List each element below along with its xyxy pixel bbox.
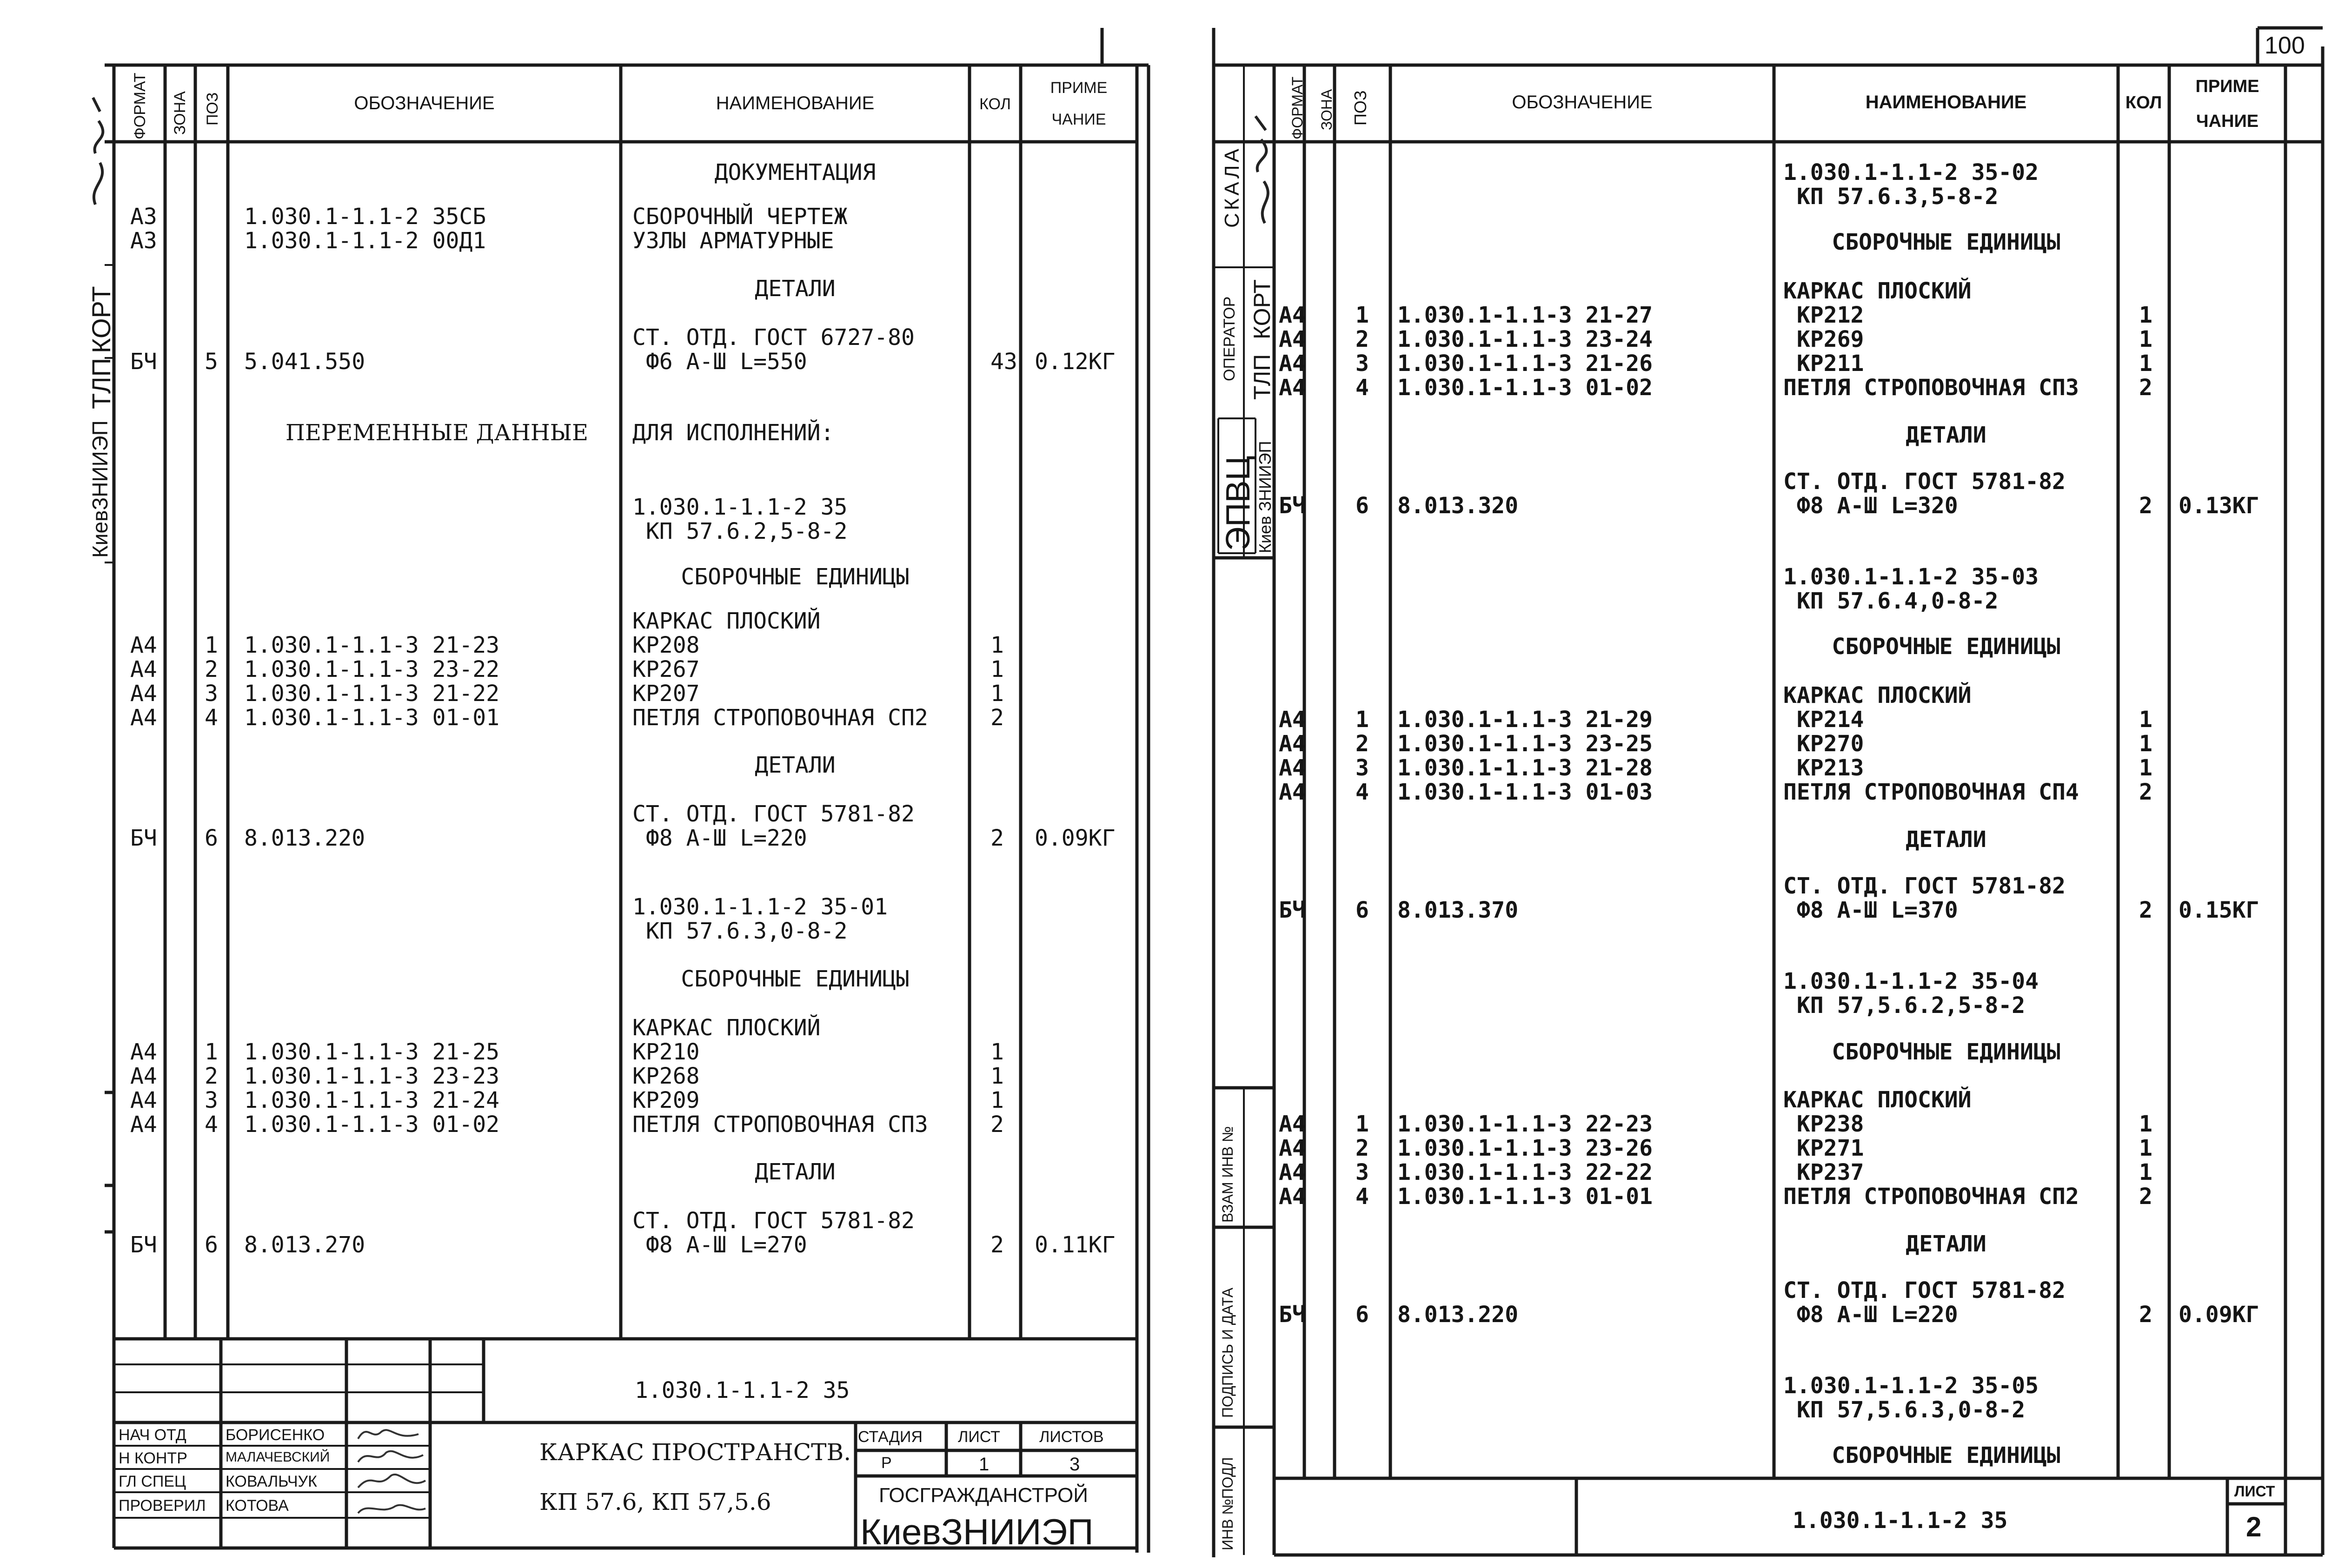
spec-name: КР208 <box>632 632 700 658</box>
header-designation: ОБОЗНАЧЕНИЕ <box>1512 92 1653 112</box>
spec-name: 1.030.1-1.1-2 35-01 <box>632 894 888 920</box>
spec-pos: 6 <box>205 1232 218 1258</box>
spec-fmt: А4 <box>1279 375 1306 401</box>
spec-pos: 2 <box>1355 731 1369 757</box>
spec-fmt: А4 <box>1279 1184 1306 1210</box>
margin-kort: КОРТ <box>86 286 116 353</box>
spec-name: Ф8 А-Ш L=220 <box>1783 1302 1958 1328</box>
spec-name: СБОРОЧНЫЕ ЕДИНИЦЫ <box>1832 1442 2060 1469</box>
spec-name: СБОРОЧНЫЕ ЕДИНИЦЫ <box>1832 229 2060 255</box>
person-2: МАЛАЧЕВСКИЙ <box>226 1449 330 1465</box>
spec-des: 1.030.1-1.1-3 23-22 <box>244 656 500 682</box>
sheets-value: 3 <box>1070 1454 1080 1475</box>
spec-fmt: А4 <box>130 632 157 658</box>
spec-des: 8.013.370 <box>1397 897 1519 923</box>
spec-pos: 1 <box>1355 1111 1369 1137</box>
spec-des: 1.030.1-1.1-3 22-22 <box>1397 1159 1653 1185</box>
spec-pos: 2 <box>1355 1135 1369 1161</box>
header-note-1: ПРИМЕ <box>1050 79 1108 97</box>
spec-qty: 2 <box>2139 375 2152 401</box>
title-line-1: КАРКАС ПРОСТРАНСТВ. <box>539 1439 851 1466</box>
spec-qty: 2 <box>2139 897 2152 923</box>
spec-name: 1.030.1-1.1-2 35-03 <box>1783 564 2039 590</box>
margin-tlp: ТЛП <box>1249 354 1275 400</box>
spec-qty: 2 <box>2139 493 2152 519</box>
spec-fmt: БЧ <box>1279 897 1306 923</box>
margin-podpis: ПОДПИСЬ И ДАТА <box>1219 1287 1236 1418</box>
spec-name: СБОРОЧНЫЕ ЕДИНИЦЫ <box>1832 634 2060 660</box>
spec-fmt: А4 <box>130 1111 157 1138</box>
spec-name: ДОКУМЕНТАЦИЯ <box>714 159 876 185</box>
org-line-1: ГОСГРАЖДАНСТРОЙ <box>879 1484 1088 1507</box>
spec-name: СБОРОЧНЫЕ ЕДИНИЦЫ <box>681 966 910 992</box>
spec-name: СБОРОЧНЫЕ ЕДИНИЦЫ <box>681 564 910 590</box>
spec-qty: 1 <box>2139 731 2152 757</box>
spec-name: КР269 <box>1783 326 1864 352</box>
role-proveril: ПРОВЕРИЛ <box>119 1497 206 1515</box>
spec-des: 1.030.1-1.1-3 21-24 <box>244 1087 500 1113</box>
spec-fmt: А4 <box>130 705 157 731</box>
spec-name: ДЛЯ ИСПОЛНЕНИЙ: <box>632 420 834 446</box>
spec-name: КР209 <box>632 1087 700 1113</box>
spec-pos: 6 <box>1355 493 1369 519</box>
spec-name: КР271 <box>1783 1135 1864 1161</box>
margin-operator: ОПЕРАТОР <box>1221 296 1238 381</box>
spec-des: 1.030.1-1.1-3 22-23 <box>1397 1111 1653 1137</box>
spec-qty: 1 <box>2139 326 2152 352</box>
spec-des: 1.030.1-1.1-3 21-22 <box>244 681 500 707</box>
spec-des: 1.030.1-1.1-3 23-24 <box>1397 326 1653 352</box>
spec-pos: 3 <box>205 1087 218 1113</box>
spec-note: 0.13КГ <box>2179 493 2259 519</box>
spec-fmt: А4 <box>1279 302 1306 328</box>
spec-fmt: БЧ <box>130 349 157 375</box>
right-doc-code: 1.030.1-1.1-2 35 <box>1793 1508 2008 1534</box>
spec-name: СТ. ОТД. ГОСТ 5781-82 <box>1783 873 2066 899</box>
spec-fmt: БЧ <box>130 1232 157 1258</box>
spec-name: КР238 <box>1783 1111 1864 1137</box>
spec-fmt: А4 <box>1279 755 1306 781</box>
spec-name: УЗЛЫ АРМАТУРНЫЕ <box>632 228 834 254</box>
spec-name: КР270 <box>1783 731 1864 757</box>
stage-value: Р <box>881 1454 892 1472</box>
spec-fmt: А4 <box>1279 1159 1306 1185</box>
spec-name: СБОРОЧНЫЙ ЧЕРТЕЖ <box>632 204 848 230</box>
spec-fmt: А4 <box>1279 1111 1306 1137</box>
spec-qty: 1 <box>990 1087 1004 1113</box>
spec-fmt: А4 <box>1279 731 1306 757</box>
margin-scale: СКАЛА <box>1221 146 1243 228</box>
spec-note: 0.09КГ <box>2179 1302 2259 1328</box>
spec-fmt: А3 <box>130 204 157 230</box>
spec-name: КР268 <box>632 1063 700 1089</box>
spec-name: КАРКАС ПЛОСКИЙ <box>1783 1087 1972 1113</box>
sheet-label: ЛИСТ <box>958 1428 1000 1446</box>
spec-fmt: А4 <box>1279 1135 1306 1161</box>
spec-pos: 3 <box>205 681 218 707</box>
margin-vzam-inv: ВЗАМ ИНВ № <box>1219 1126 1236 1223</box>
spec-pos: 1 <box>205 632 218 658</box>
spec-name: 1.030.1-1.1-2 35 <box>632 494 848 520</box>
spec-name: КП 57.6.2,5-8-2 <box>632 518 848 544</box>
header-qty: КОЛ <box>979 95 1011 113</box>
role-gl-spec: ГЛ СПЕЦ <box>119 1473 186 1490</box>
spec-pos: 2 <box>205 656 218 682</box>
spec-pos: 3 <box>1355 755 1369 781</box>
spec-note: 0.12КГ <box>1035 349 1116 375</box>
spec-name: 1.030.1-1.1-2 35-02 <box>1783 159 2039 185</box>
spec-pos: 2 <box>1355 326 1369 352</box>
margin-epvc: ЭПВЦ <box>1220 456 1257 551</box>
margin-inv-podl: ИНВ №ПОДЛ <box>1219 1457 1236 1550</box>
spec-name: ПЕТЛЯ СТРОПОВОЧНАЯ СП2 <box>632 705 928 731</box>
spec-des: 1.030.1-1.1-3 21-26 <box>1397 351 1653 377</box>
spec-name: КП 57.6.4,0-8-2 <box>1783 588 1999 614</box>
spec-name: КР211 <box>1783 351 1864 377</box>
spec-name: КР214 <box>1783 707 1864 733</box>
spec-name: СТ. ОТД. ГОСТ 5781-82 <box>1783 1277 2066 1303</box>
spec-pos: 4 <box>205 705 218 731</box>
spec-name: ДЕТАЛИ <box>755 752 836 778</box>
spec-des: 1.030.1-1.1-3 23-26 <box>1397 1135 1653 1161</box>
header-designation: ОБОЗНАЧЕНИЕ <box>354 93 495 113</box>
spec-name: КАРКАС ПЛОСКИЙ <box>1783 682 1972 708</box>
spec-name: КР213 <box>1783 755 1864 781</box>
spec-name: КАРКАС ПЛОСКИЙ <box>632 608 821 634</box>
spec-name: 1.030.1-1.1-2 35-04 <box>1783 968 2039 994</box>
spec-qty: 1 <box>2139 707 2152 733</box>
spec-pos: 3 <box>1355 351 1369 377</box>
spec-name: КАРКАС ПЛОСКИЙ <box>632 1015 821 1041</box>
spec-qty: 2 <box>990 705 1004 731</box>
spec-fmt: БЧ <box>130 825 157 851</box>
spec-qty: 2 <box>990 1232 1004 1258</box>
stage-label: СТАДИЯ <box>858 1428 923 1446</box>
right-sheet-number: 2 <box>2246 1511 2262 1542</box>
spec-pos: 4 <box>1355 375 1369 401</box>
spec-fmt: А4 <box>1279 351 1306 377</box>
spec-fmt: А4 <box>130 1039 157 1065</box>
spec-pos: 1 <box>205 1039 218 1065</box>
spec-name: ДЕТАЛИ <box>1906 422 1986 448</box>
spec-name: СТ. ОТД. ГОСТ 5781-82 <box>1783 469 2066 495</box>
spec-des: 8.013.220 <box>1397 1302 1519 1328</box>
spec-pos: 2 <box>205 1063 218 1089</box>
spec-des: 1.030.1-1.1-3 21-23 <box>244 632 500 658</box>
person-4: КОТОВА <box>226 1497 289 1515</box>
title-line-2: КП 57.6, КП 57,5.6 <box>539 1489 771 1515</box>
spec-name: КР210 <box>632 1039 700 1065</box>
spec-des: 1.030.1-1.1-2 00Д1 <box>244 228 486 254</box>
spec-fmt: А4 <box>130 1087 157 1113</box>
spec-qty: 1 <box>2139 351 2152 377</box>
spec-pos: 6 <box>205 825 218 851</box>
spec-name: 1.030.1-1.1-2 35-05 <box>1783 1373 2039 1399</box>
spec-name: ПЕТЛЯ СТРОПОВОЧНАЯ СП3 <box>1783 375 2079 401</box>
margin-kort: КОРТ <box>1249 279 1275 339</box>
person-3: КОВАЛЬЧУК <box>226 1473 317 1490</box>
spec-fmt: А4 <box>1279 779 1306 805</box>
header-pos: ПОЗ <box>204 92 221 126</box>
spec-name: СТ. ОТД. ГОСТ 5781-82 <box>632 1208 915 1234</box>
spec-pos: 5 <box>205 349 218 375</box>
header-name: НАИМЕНОВАНИЕ <box>1865 92 2027 112</box>
header-note-2: ЧАНИЕ <box>1051 111 1106 128</box>
org-line-2: КиевЗНИИЭП <box>860 1511 1094 1552</box>
sheet-value: 1 <box>979 1454 990 1475</box>
spec-name: КП 57,5.6.2,5-8-2 <box>1783 992 2026 1019</box>
spec-des: 1.030.1-1.1-3 23-25 <box>1397 731 1653 757</box>
spec-note: 0.11КГ <box>1035 1232 1116 1258</box>
margin-tlp: ТЛП <box>86 358 116 409</box>
role-nach-otd: НАЧ ОТД <box>119 1426 186 1444</box>
spec-pos: 1 <box>1355 707 1369 733</box>
spec-qty: 1 <box>2139 302 2152 328</box>
corner-number: 100 <box>2265 32 2305 59</box>
header-note-2: ЧАНИЕ <box>2196 112 2259 131</box>
spec-des: 1.030.1-1.1-3 01-01 <box>1397 1184 1653 1210</box>
spec-fmt: А4 <box>130 1063 157 1089</box>
spec-qty: 2 <box>2139 779 2152 805</box>
spec-qty: 1 <box>990 656 1004 682</box>
spec-des: 8.013.270 <box>244 1232 365 1258</box>
header-name: НАИМЕНОВАНИЕ <box>716 93 875 113</box>
spec-des: 1.030.1-1.1-3 21-27 <box>1397 302 1653 328</box>
margin-org: Киев ЗНИИЭП <box>1256 441 1275 553</box>
spec-qty: 1 <box>990 632 1004 658</box>
header-format: ФОРМАТ <box>131 73 149 139</box>
left-doc-code: 1.030.1-1.1-2 35 <box>635 1377 850 1403</box>
spec-name: Ф8 А-Ш L=220 <box>632 825 807 851</box>
spec-des: 1.030.1-1.1-3 23-23 <box>244 1063 500 1089</box>
spec-qty: 43 <box>990 349 1017 375</box>
spec-fmt: А4 <box>130 656 157 682</box>
spec-name: КР212 <box>1783 302 1864 328</box>
spec-fmt: А3 <box>130 228 157 254</box>
spec-des: 1.030.1-1.1-3 01-02 <box>1397 375 1653 401</box>
spec-name: Ф8 А-Ш L=270 <box>632 1232 807 1258</box>
header-pos: ПОЗ <box>1351 90 1370 126</box>
spec-pos: 6 <box>1355 897 1369 923</box>
spec-qty: 1 <box>2139 755 2152 781</box>
spec-name: Ф8 А-Ш L=370 <box>1783 897 1958 923</box>
spec-name: КР237 <box>1783 1159 1864 1185</box>
spec-name: ПЕТЛЯ СТРОПОВОЧНАЯ СП2 <box>1783 1184 2079 1210</box>
spec-fmt: А4 <box>130 681 157 707</box>
spec-des: 1.030.1-1.1-3 01-01 <box>244 705 500 731</box>
spec-des: 1.030.1-1.1-3 21-29 <box>1397 707 1653 733</box>
header-format: ФОРМАТ <box>1289 76 1306 139</box>
spec-qty: 1 <box>2139 1135 2152 1161</box>
spec-name: ДЕТАЛИ <box>1906 1231 1986 1257</box>
spec-qty: 2 <box>990 825 1004 851</box>
spec-des: 1.030.1-1.1-2 35СБ <box>244 204 486 230</box>
spec-name: КП 57.6.3,5-8-2 <box>1783 184 1999 210</box>
spec-name: Ф6 А-Ш L=550 <box>632 349 807 375</box>
spec-des: 8.013.320 <box>1397 493 1519 519</box>
spec-des: 1.030.1-1.1-3 21-28 <box>1397 755 1653 781</box>
spec-des: 1.030.1-1.1-3 01-03 <box>1397 779 1653 805</box>
spec-des: 1.030.1-1.1-3 01-02 <box>244 1111 500 1138</box>
spec-qty: 2 <box>2139 1184 2152 1210</box>
spec-des: 8.013.220 <box>244 825 365 851</box>
spec-fmt: А4 <box>1279 326 1306 352</box>
spec-name: ДЕТАЛИ <box>1906 827 1986 853</box>
spec-pos: 4 <box>1355 779 1369 805</box>
spec-name: Ф8 А-Ш L=320 <box>1783 493 1958 519</box>
spec-name: КАРКАС ПЛОСКИЙ <box>1783 278 1972 304</box>
spec-name: КП 57.6.3,0-8-2 <box>632 918 848 944</box>
spec-des: 5.041.550 <box>244 349 365 375</box>
margin-org: КиевЗНИИЭП <box>88 420 112 558</box>
spec-qty: 2 <box>990 1111 1004 1138</box>
scale-signature <box>1256 116 1268 223</box>
spec-name: ПЕТЛЯ СТРОПОВОЧНАЯ СП3 <box>632 1111 928 1138</box>
spec-fmt: А4 <box>1279 707 1306 733</box>
spec-name: ПЕТЛЯ СТРОПОВОЧНАЯ СП4 <box>1783 779 2079 805</box>
spec-qty: 1 <box>2139 1159 2152 1185</box>
header-zone: ЗОНА <box>171 91 189 135</box>
sheets-label: ЛИСТОВ <box>1039 1428 1104 1446</box>
spec-qty: 1 <box>990 1063 1004 1089</box>
spec-qty: 2 <box>2139 1302 2152 1328</box>
spec-fmt: БЧ <box>1279 1302 1306 1328</box>
spec-name: КП 57,5.6.3,0-8-2 <box>1783 1397 2026 1423</box>
spec-pos: 3 <box>1355 1159 1369 1185</box>
spec-fmt: БЧ <box>1279 493 1306 519</box>
spec-name: СТ. ОТД. ГОСТ 6727-80 <box>632 324 915 351</box>
spec-name: ДЕТАЛИ <box>755 1159 836 1185</box>
spec-pos: 4 <box>1355 1184 1369 1210</box>
spec-pos: 1 <box>1355 302 1369 328</box>
person-1: БОРИСЕНКО <box>226 1426 325 1444</box>
spec-name: СБОРОЧНЫЕ ЕДИНИЦЫ <box>1832 1039 2060 1065</box>
spec-name: СТ. ОТД. ГОСТ 5781-82 <box>632 801 915 827</box>
header-zone: ЗОНА <box>1318 89 1335 130</box>
spec-name: КР207 <box>632 681 700 707</box>
spec-qty: 1 <box>990 681 1004 707</box>
header-note-1: ПРИМЕ <box>2195 77 2259 96</box>
header-qty: КОЛ <box>2125 93 2162 112</box>
role-n-kontr: Н КОНТР <box>119 1449 187 1467</box>
spec-qty: 1 <box>2139 1111 2152 1137</box>
spec-pos: 6 <box>1355 1302 1369 1328</box>
spec-note: 0.09КГ <box>1035 825 1116 851</box>
spec-des: 1.030.1-1.1-3 21-25 <box>244 1039 500 1065</box>
spec-des: ПЕРЕМЕННЫЕ ДАННЫЕ <box>285 420 588 446</box>
spec-note: 0.15КГ <box>2179 897 2259 923</box>
spec-name: КР267 <box>632 656 700 682</box>
spec-pos: 4 <box>205 1111 218 1138</box>
spec-name: ДЕТАЛИ <box>755 276 836 302</box>
right-sheet-label: ЛИСТ <box>2234 1483 2275 1500</box>
spec-qty: 1 <box>990 1039 1004 1065</box>
